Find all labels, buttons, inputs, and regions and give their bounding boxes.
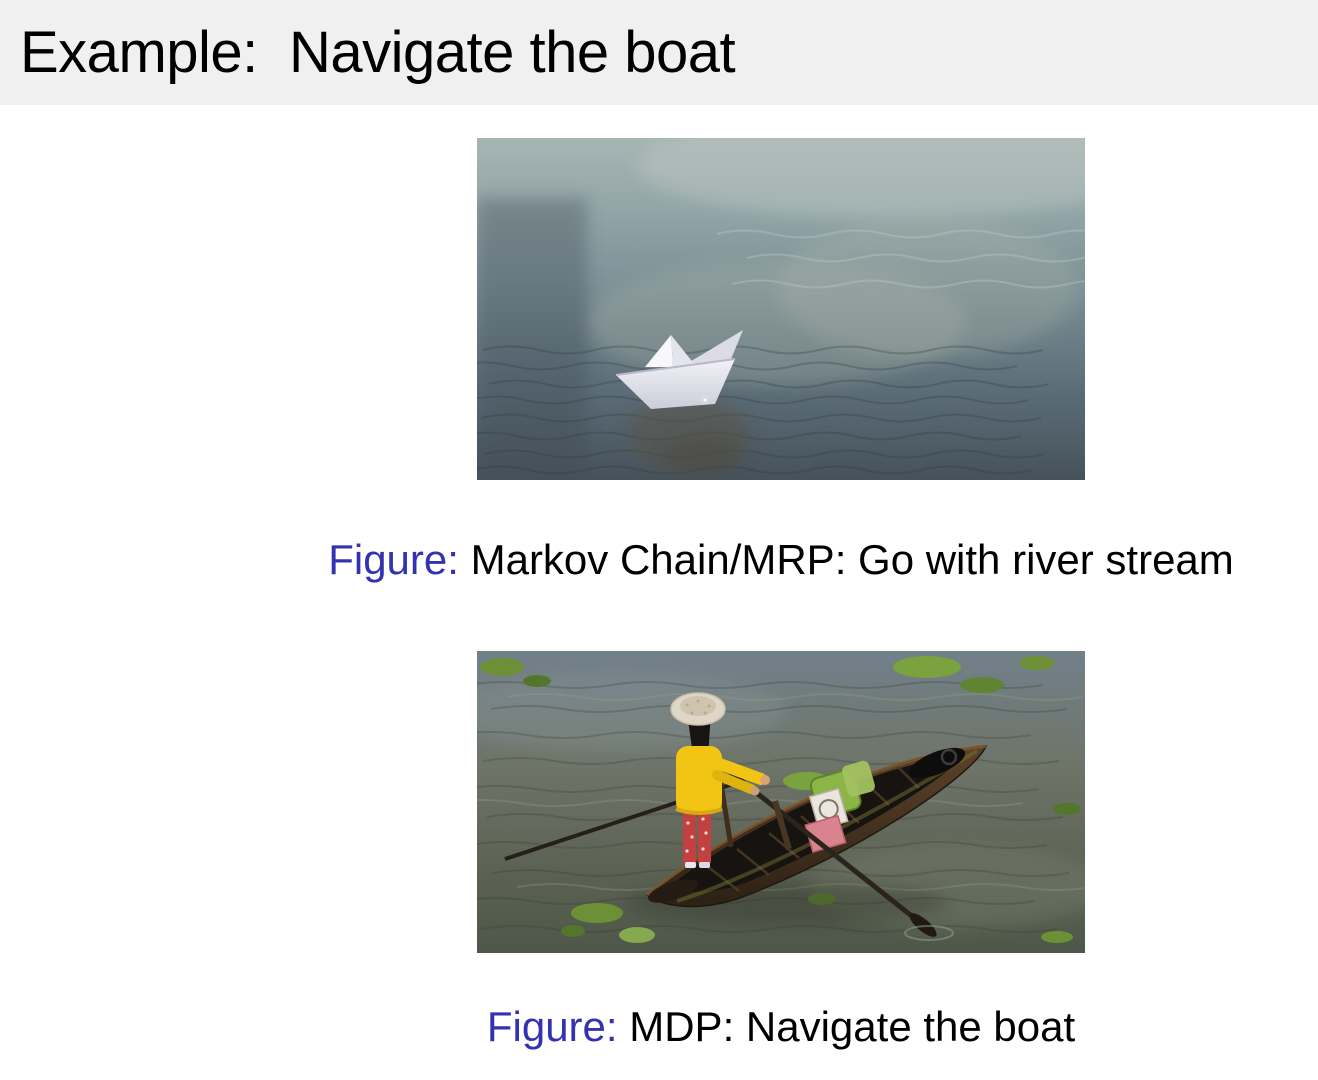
rowing-boat-illustration <box>477 651 1085 953</box>
figure-label-2: Figure: <box>486 1003 618 1050</box>
slide-title: Example: Navigate the boat <box>20 20 736 85</box>
figure-caption-text-2: MDP: Navigate the boat <box>617 1003 1076 1050</box>
figure-caption-1 <box>328 536 1234 584</box>
slide-header-band <box>0 0 1318 105</box>
water-surface <box>477 138 1085 480</box>
figure-caption-text-1: Markov Chain/MRP: Go with river stream <box>458 536 1234 583</box>
rowing-boat-photo <box>477 651 1085 953</box>
paper-boat-illustration <box>477 138 1085 480</box>
paper-boat-photo <box>477 138 1085 480</box>
figure-caption-2 <box>487 1003 1075 1051</box>
figure-label-1: Figure: <box>328 536 459 583</box>
